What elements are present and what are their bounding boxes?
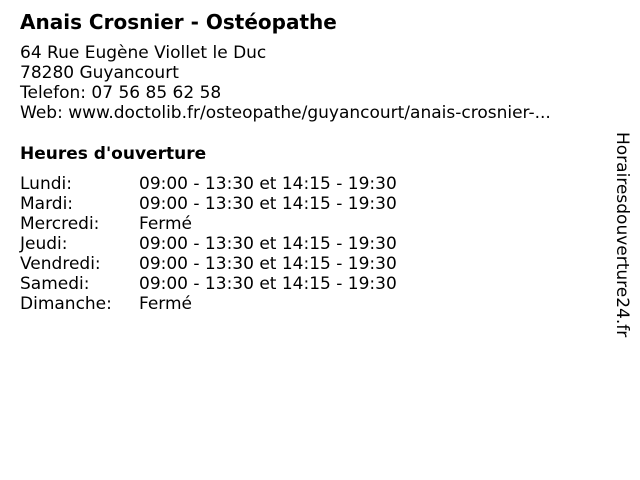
city-postal: 78280 Guyancourt bbox=[20, 63, 179, 83]
hours-row-monday bbox=[20, 174, 440, 194]
hours-row-tuesday bbox=[20, 194, 440, 214]
time-value: 09:00 - 13:30 et 14:15 - 19:30 bbox=[139, 194, 397, 214]
time-value: 09:00 - 13:30 et 14:15 - 19:30 bbox=[139, 254, 397, 274]
street-address: 64 Rue Eugène Viollet le Duc bbox=[20, 43, 267, 63]
hours-row-thursday bbox=[20, 234, 440, 254]
day-label: Mardi: bbox=[20, 194, 74, 214]
contact-info bbox=[20, 43, 551, 123]
day-label: Samedi: bbox=[20, 274, 90, 294]
business-name: Anais Crosnier - Ostéopathe bbox=[20, 10, 337, 34]
hours-row-saturday bbox=[20, 274, 440, 294]
opening-hours-heading: Heures d'ouverture bbox=[20, 144, 207, 164]
hours-row-wednesday bbox=[20, 214, 440, 234]
site-watermark bbox=[612, 132, 632, 372]
time-value: Fermé bbox=[139, 294, 193, 314]
day-label: Jeudi: bbox=[20, 234, 68, 254]
watermark-text: Horairesdouverture24.fr bbox=[612, 132, 632, 338]
phone-number[interactable]: Telefon: 07 56 85 62 58 bbox=[20, 83, 222, 103]
day-label: Mercredi: bbox=[20, 214, 100, 234]
time-value: Fermé bbox=[139, 214, 193, 234]
hours-row-friday bbox=[20, 254, 440, 274]
day-label: Dimanche: bbox=[20, 294, 112, 314]
website-link[interactable]: Web: www.doctolib.fr/osteopathe/guyancourt/anais-crosnier-... bbox=[20, 103, 551, 123]
time-value: 09:00 - 13:30 et 14:15 - 19:30 bbox=[139, 174, 397, 194]
time-value: 09:00 - 13:30 et 14:15 - 19:30 bbox=[139, 274, 397, 294]
day-label: Vendredi: bbox=[20, 254, 101, 274]
hours-row-sunday bbox=[20, 294, 440, 314]
time-value: 09:00 - 13:30 et 14:15 - 19:30 bbox=[139, 234, 397, 254]
day-label: Lundi: bbox=[20, 174, 72, 194]
opening-hours-table bbox=[20, 174, 440, 314]
